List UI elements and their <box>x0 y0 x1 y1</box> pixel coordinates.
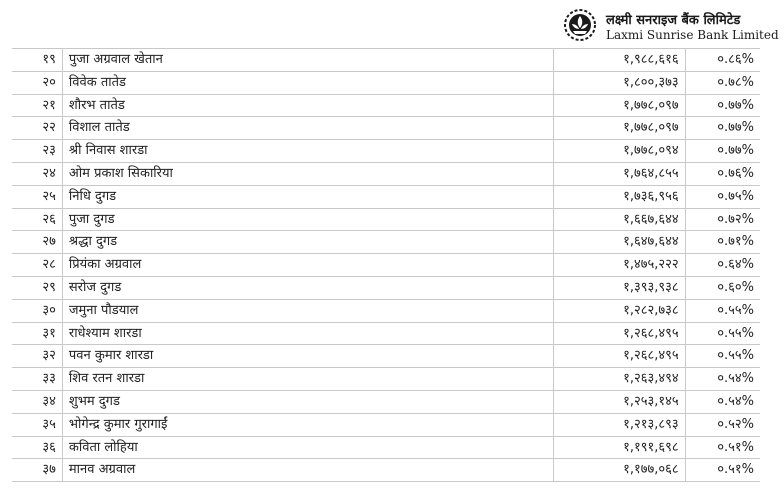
shareholder-name: निधि दुगड <box>62 185 554 208</box>
share-count: १,७३६,९५६ <box>554 185 685 208</box>
table-row <box>12 140 760 163</box>
shareholder-name: ओम प्रकाश सिकारिया <box>62 162 554 185</box>
serial-number: २२ <box>12 117 62 140</box>
shareholder-name: पवन कुमार शारडा <box>62 345 554 368</box>
table-row <box>12 413 760 436</box>
share-count: १,१९१,६९८ <box>554 436 685 459</box>
table-row <box>12 368 760 391</box>
share-count: १,२६३,४९४ <box>554 368 685 391</box>
share-count: १,२६८,४९५ <box>554 322 685 345</box>
serial-number: ३७ <box>12 459 62 482</box>
serial-number: २५ <box>12 185 62 208</box>
share-percent: ०.७२% <box>685 208 760 231</box>
serial-number: २८ <box>12 254 62 277</box>
serial-number: ३२ <box>12 345 62 368</box>
share-count: १,४७५,२२२ <box>554 254 685 277</box>
share-percent: ०.६०% <box>685 276 760 299</box>
share-count: १,९८८,६१६ <box>554 49 685 72</box>
share-count: १,१७७,०६८ <box>554 459 685 482</box>
table-row <box>12 94 760 117</box>
share-count: १,७७८,०९७ <box>554 94 685 117</box>
share-percent: ०.५४% <box>685 390 760 413</box>
serial-number: २० <box>12 71 62 94</box>
table-row <box>12 185 760 208</box>
share-percent: ०.७६% <box>685 162 760 185</box>
share-count: १,७६४,८५५ <box>554 162 685 185</box>
shareholder-name: शौरभ तातेड <box>62 94 554 117</box>
share-percent: ०.५१% <box>685 459 760 482</box>
share-count: १,८००,३७३ <box>554 71 685 94</box>
shareholder-name: सरोज दुगड <box>62 276 554 299</box>
table-row <box>12 254 760 277</box>
share-count: १,७७८,०९७ <box>554 117 685 140</box>
shareholder-name: विवेक तातेड <box>62 71 554 94</box>
brand-header <box>560 8 780 44</box>
shareholder-rows <box>12 49 760 482</box>
shareholder-name: शुभम दुगड <box>62 390 554 413</box>
serial-number: ३६ <box>12 436 62 459</box>
shareholder-name: राधेश्याम शारडा <box>62 322 554 345</box>
table-row <box>12 299 760 322</box>
share-count: १,६४७,६४४ <box>554 231 685 254</box>
shareholder-name: कविता लोहिया <box>62 436 554 459</box>
table-row <box>12 71 760 94</box>
table-row <box>12 459 760 482</box>
share-count: १,२१३,८९३ <box>554 413 685 436</box>
share-percent: ०.६४% <box>685 254 760 277</box>
shareholder-name: जमुना पौडयाल <box>62 299 554 322</box>
share-percent: ०.७७% <box>685 94 760 117</box>
shareholder-name: मानव अग्रवाल <box>62 459 554 482</box>
share-count: १,२८२,७३८ <box>554 299 685 322</box>
serial-number: ३५ <box>12 413 62 436</box>
share-count: १,७७८,०९४ <box>554 140 685 163</box>
serial-number: २४ <box>12 162 62 185</box>
table-row <box>12 276 760 299</box>
table-row <box>12 117 760 140</box>
serial-number: २७ <box>12 231 62 254</box>
share-percent: ०.५५% <box>685 322 760 345</box>
serial-number: ३१ <box>12 322 62 345</box>
shareholder-name: श्रद्धा दुगड <box>62 231 554 254</box>
brand-name-english: Laxmi Sunrise Bank Limited <box>606 28 779 42</box>
table-row <box>12 49 760 72</box>
serial-number: ३३ <box>12 368 62 391</box>
share-percent: ०.५४% <box>685 368 760 391</box>
serial-number: २९ <box>12 276 62 299</box>
share-percent: ०.५५% <box>685 345 760 368</box>
share-percent: ०.८६% <box>685 49 760 72</box>
serial-number: ३४ <box>12 390 62 413</box>
share-percent: ०.७७% <box>685 117 760 140</box>
share-count: १,३९३,९३८ <box>554 276 685 299</box>
shareholder-name: विशाल तातेड <box>62 117 554 140</box>
shareholder-name: श्री निवास शारडा <box>62 140 554 163</box>
shareholder-name: पुजा अग्रवाल खेतान <box>62 49 554 72</box>
share-percent: ०.७८% <box>685 71 760 94</box>
serial-number: २६ <box>12 208 62 231</box>
serial-number: ३० <box>12 299 62 322</box>
share-count: १,२६८,४९५ <box>554 345 685 368</box>
share-percent: ०.५५% <box>685 299 760 322</box>
table-row <box>12 390 760 413</box>
lotus-logo-icon <box>560 8 600 44</box>
shareholder-name: प्रियंका अग्रवाल <box>62 254 554 277</box>
share-count: १,६६७,६४४ <box>554 208 685 231</box>
table-row <box>12 322 760 345</box>
table-row <box>12 345 760 368</box>
serial-number: १९ <box>12 49 62 72</box>
shareholder-name: पुजा दुगड <box>62 208 554 231</box>
share-percent: ०.५१% <box>685 436 760 459</box>
table-row <box>12 162 760 185</box>
share-count: १,२५३,१४५ <box>554 390 685 413</box>
table-row <box>12 436 760 459</box>
serial-number: २१ <box>12 94 62 117</box>
share-percent: ०.५२% <box>685 413 760 436</box>
table-row <box>12 231 760 254</box>
share-percent: ०.७७% <box>685 140 760 163</box>
shareholder-name: भोगेन्द्र कुमार गुरागाईं <box>62 413 554 436</box>
share-percent: ०.७५% <box>685 185 760 208</box>
serial-number: २३ <box>12 140 62 163</box>
share-percent: ०.७१% <box>685 231 760 254</box>
shareholder-table <box>12 48 760 482</box>
shareholder-name: शिव रतन शारडा <box>62 368 554 391</box>
table-row <box>12 208 760 231</box>
brand-name-nepali: लक्ष्मी सनराइज बैंक लिमिटेड <box>606 13 741 28</box>
